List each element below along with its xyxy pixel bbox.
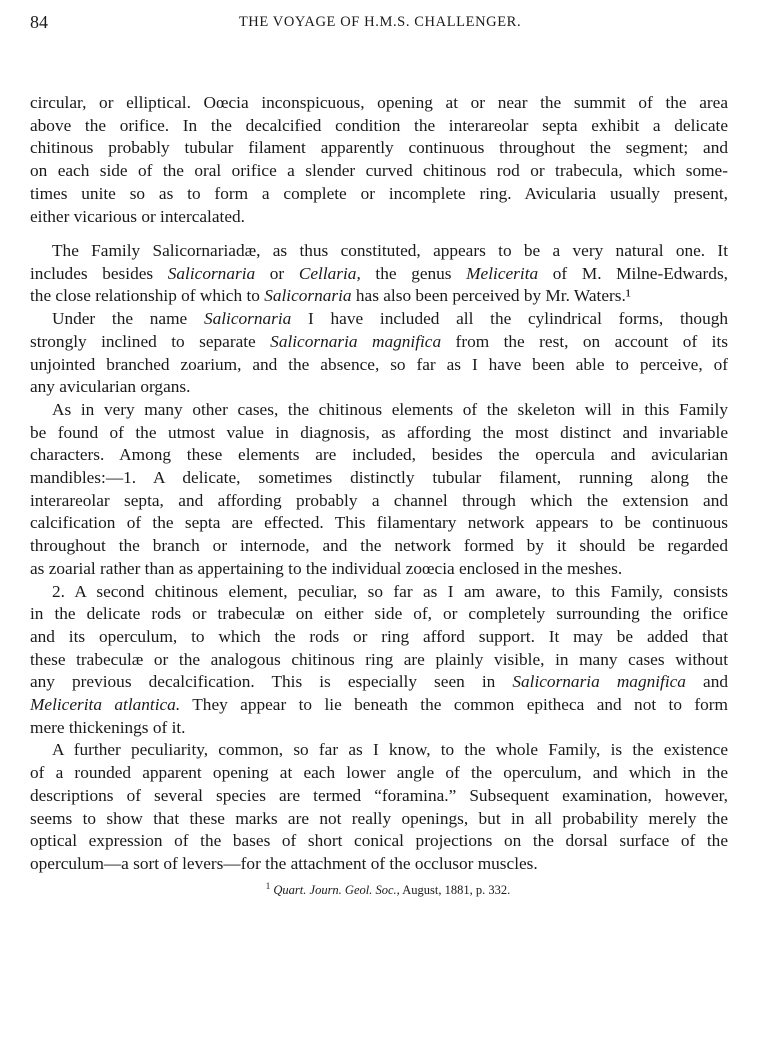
- text-run: chitinous probably tubular filament apparently continuous throughout the segment; and: [30, 138, 728, 158]
- italic-taxon: Salicornaria: [203, 309, 292, 329]
- footnote-details: August, 1881, p. 332.: [399, 883, 511, 898]
- text-run: seems to show that these marks are not really openings, but in all probability merely the: [30, 808, 728, 828]
- text-line: [30, 115, 728, 137]
- text-line: [30, 603, 728, 625]
- italic-taxon: Salicornaria: [264, 286, 352, 306]
- text-run: optical expression of the bases of short conical projections on the dorsal surface of the: [30, 831, 728, 851]
- text-line: [30, 830, 728, 852]
- text-run: unjointed branched zoarium, and the absence, so far as I have been able to perceive, of: [30, 354, 728, 374]
- footnote: [0, 881, 776, 898]
- text-line: [30, 512, 728, 534]
- text-line: [30, 558, 728, 580]
- text-line: [30, 354, 728, 376]
- text-run: and: [685, 672, 728, 692]
- text-run: The Family Salicornariadæ, as thus constituted, appears to be a very natural one. It: [52, 241, 728, 260]
- text-line: [30, 785, 728, 807]
- text-run: mere thickenings of it.: [30, 717, 186, 737]
- text-run: of M. Milne-Edwards,: [538, 263, 728, 283]
- text-line: [30, 285, 728, 307]
- text-line: [30, 671, 728, 693]
- text-run: They appear to lie beneath the common epitheca and not to form: [180, 695, 728, 714]
- footnote-source: Quart. Journ. Geol. Soc.,: [273, 883, 400, 898]
- text-run: operculum—a sort of levers—for the attachment of the occlusor muscles.: [30, 853, 538, 873]
- text-run: or: [255, 263, 299, 283]
- text-run: and its operculum, to which the rods or ring afford support. It may be added that: [30, 626, 728, 646]
- text-line: [30, 206, 728, 228]
- text-run: above the orifice. In the decalcified condition the interareolar septa exhibit a delicate: [30, 115, 728, 135]
- text-run: these trabeculæ or the analogous chitinous ring are plainly visible, in many cases without: [30, 649, 728, 669]
- text-run: be found of the utmost value in diagnosis, as affording the most distinct and invariable: [30, 422, 728, 442]
- text-run: characters. Among these elements are included, besides the opercula and avicularian: [30, 445, 728, 465]
- text-run: from the rest, on account of its: [441, 331, 728, 351]
- text-line: [30, 160, 728, 182]
- text-line: [30, 92, 728, 114]
- text-line: [30, 444, 728, 466]
- text-run: descriptions of several species are termed “foramina.” Subsequent examination, however,: [30, 785, 728, 805]
- text-line: [30, 626, 728, 648]
- text-run: As in very many other cases, the chitinous elements of the skeleton will in this Family: [52, 399, 728, 419]
- text-line: [30, 535, 728, 557]
- text-run: as zoarial rather than as appertaining to the individual zoœcia enclosed in the meshes.: [30, 558, 623, 578]
- text-run: the genus: [360, 263, 467, 283]
- text-line: [52, 739, 728, 761]
- text-run: of a rounded apparent opening at each lower angle of the operculum, and which in the: [30, 763, 728, 783]
- text-line: [30, 137, 728, 159]
- text-line: [30, 263, 728, 285]
- text-run: the close relationship of which to: [30, 286, 265, 306]
- text-line: [30, 649, 728, 671]
- text-run: interareolar septa, and affording probably a channel through which the extension and: [30, 490, 728, 510]
- text-line: [30, 853, 728, 875]
- text-line: [30, 490, 728, 512]
- text-run: calcification of the septa are effected. This filamentary network appears to be continuous: [30, 513, 728, 533]
- italic-taxon: Salicornaria: [167, 263, 256, 283]
- text-run: on each side of the oral orifice a slender curved chitinous rod or trabecula, which some-: [30, 161, 728, 181]
- text-run: throughout the branch or internode, and the network formed by it should be regarded: [30, 536, 728, 556]
- text-line: [52, 581, 728, 603]
- italic-taxon: Salicornaria magnifica: [270, 331, 442, 351]
- text-line: [30, 808, 728, 830]
- text-run: either vicarious or intercalated.: [30, 206, 245, 226]
- running-title: THE VOYAGE OF H.M.S. CHALLENGER.: [238, 14, 522, 30]
- italic-taxon: Cellaria,: [298, 263, 361, 283]
- text-run: A further peculiarity, common, so far as I know, to the whole Family, is the existence: [52, 740, 728, 760]
- text-line: [30, 422, 728, 444]
- italic-taxon: Salicornaria magnifica: [512, 672, 686, 692]
- text-line: [52, 308, 728, 330]
- text-line: [30, 467, 728, 489]
- text-run: times unite so as to form a complete or incomplete ring. Avicularia usually present,: [30, 183, 728, 203]
- text-run: Under the name: [52, 309, 204, 329]
- text-line: [30, 694, 728, 716]
- text-run: in the delicate rods or trabeculæ on either side of, or completely surrounding the orifice: [30, 604, 728, 624]
- text-line: [30, 762, 728, 784]
- text-line: [30, 183, 728, 205]
- text-run: includes besides: [30, 263, 168, 283]
- text-run: I have included all the cylindrical forms, though: [291, 309, 728, 329]
- text-line: [52, 240, 728, 262]
- text-line: [30, 331, 728, 353]
- italic-taxon: Melicerita: [466, 263, 539, 283]
- text-run: any previous decalcification. This is especially seen in: [30, 672, 513, 692]
- text-run: mandibles:—1. A delicate, sometimes distinctly tubular filament, running along the: [30, 468, 728, 487]
- text-run: 2. A second chitinous element, peculiar, so far as I am aware, to this Family, consists: [52, 581, 728, 601]
- text-line: [52, 399, 728, 421]
- text-run: strongly inclined to separate: [30, 331, 271, 351]
- page-number: 84: [30, 12, 48, 32]
- text-line: [30, 717, 728, 739]
- footnote-marker: 1: [265, 881, 271, 891]
- text-run: has also been perceived by Mr. Waters.¹: [351, 286, 631, 306]
- page-header: [30, 12, 730, 34]
- italic-taxon: Melicerita atlantica.: [30, 695, 181, 714]
- text-line: [30, 376, 728, 398]
- text-run: circular, or elliptical. Oœcia inconspicuous, opening at or near the summit of the area: [30, 93, 728, 112]
- text-run: any avicularian organs.: [30, 377, 191, 397]
